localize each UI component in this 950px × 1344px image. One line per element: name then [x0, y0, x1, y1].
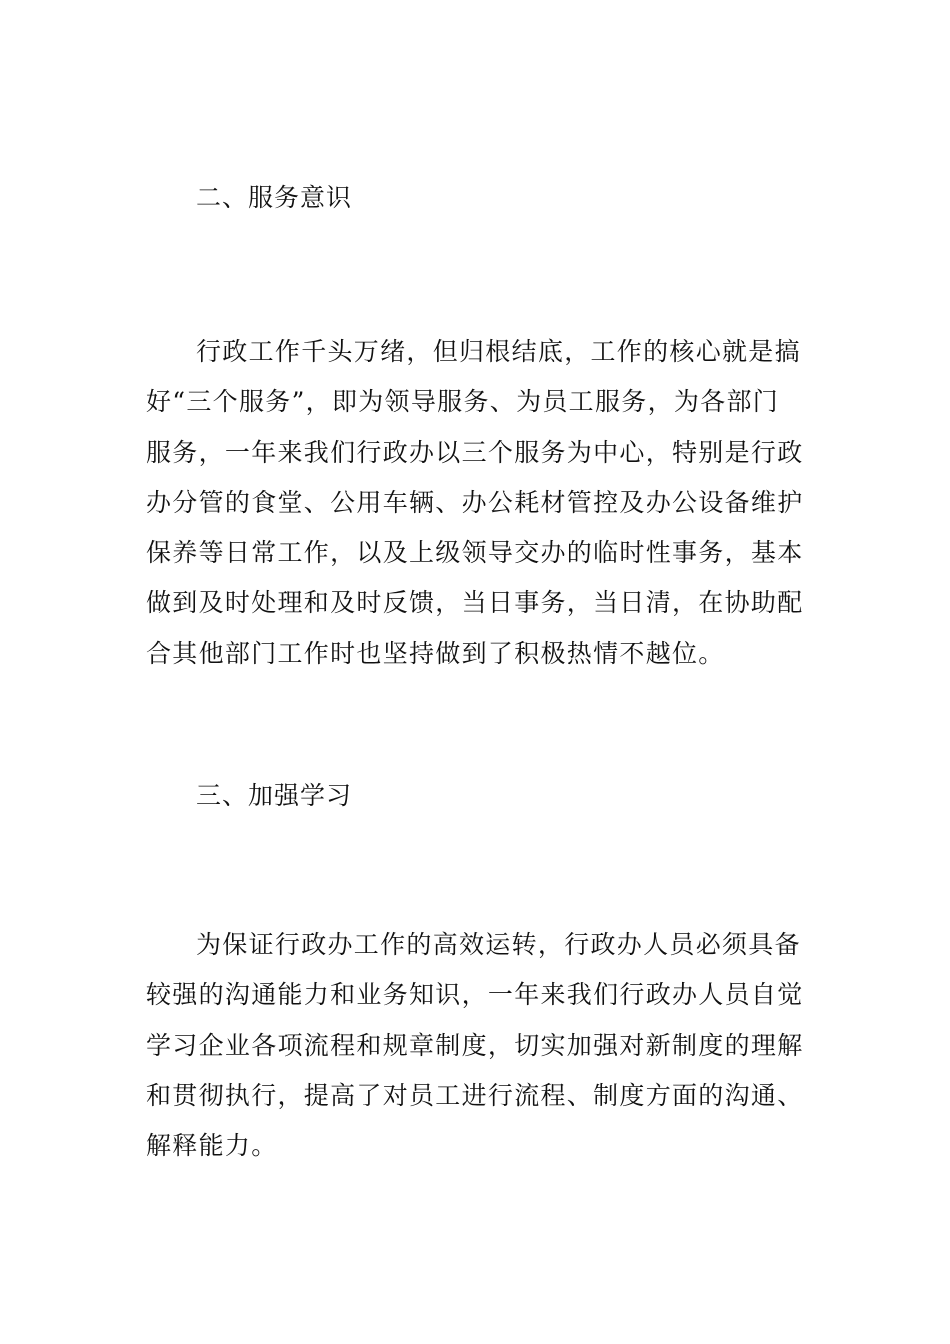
paragraph-line: 解释能力。 — [146, 1131, 278, 1161]
paragraph-line: 做到及时处理和及时反馈，当日事务，当日清，在协助配 — [146, 588, 804, 618]
paragraph-study — [146, 920, 836, 1171]
paragraph-line: 学习企业各项流程和规章制度，切实加强对新制度的理解 — [146, 1030, 804, 1060]
paragraph-service — [146, 327, 836, 679]
paragraph-line: 较强的沟通能力和业务知识，一年来我们行政办人员自觉 — [146, 980, 804, 1010]
paragraph-line: 行政工作千头万绪，但归根结底，工作的核心就是搞 — [196, 337, 801, 366]
paragraph-line: 合其他部门工作时也坚持做到了积极热情不越位。 — [146, 638, 725, 668]
paragraph-line: 保养等日常工作，以及上级领导交办的临时性事务，基本 — [146, 538, 804, 568]
paragraph-line: 服务，一年来我们行政办以三个服务为中心，特别是行政 — [146, 437, 804, 467]
paragraph-line: 好“三个服务”，即为领导服务、为员工服务，为各部门 — [146, 387, 780, 417]
paragraph-line: 办分管的食堂、公用车辆、办公耗材管控及办公设备维护 — [146, 487, 804, 517]
section-heading-service: 二、服务意识 — [196, 183, 353, 212]
section-heading-study: 三、加强学习 — [196, 781, 353, 810]
paragraph-line: 为保证行政办工作的高效运转，行政办人员必须具备 — [196, 930, 801, 959]
paragraph-line: 和贯彻执行，提高了对员工进行流程、制度方面的沟通、 — [146, 1080, 804, 1110]
